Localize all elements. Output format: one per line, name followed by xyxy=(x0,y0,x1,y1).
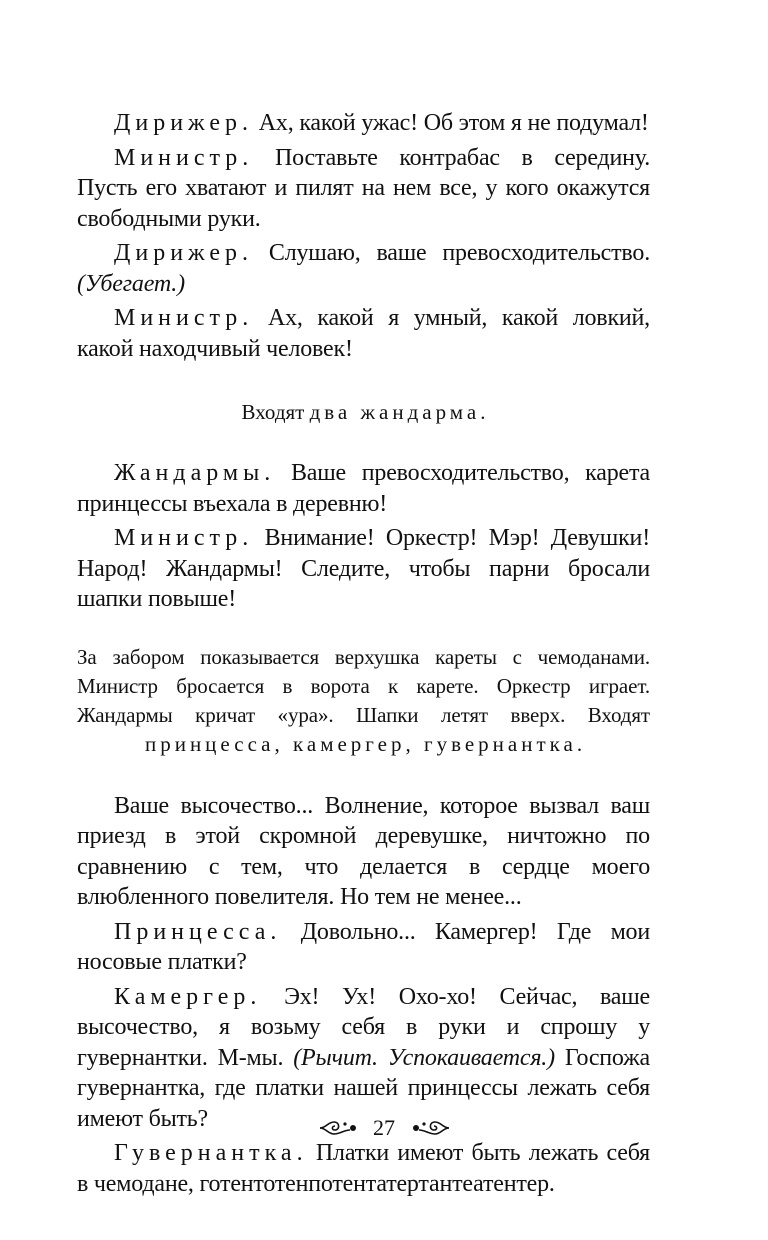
speaker-name: Жандармы. xyxy=(114,460,276,486)
replica-princess xyxy=(77,917,650,978)
replica-text: Ваше высочество... Волнение, которое вызвал ваш приезд в этой скромной деревушке, ничтожно по сравнению с тем, что делается в сердце моего влюбленного повелителя. Но тем не менее... xyxy=(77,792,650,910)
ornament-right-icon xyxy=(411,1118,451,1138)
replica-minister-1 xyxy=(77,143,650,235)
replica-text: Внимание! Оркестр! Мэр! Девушки! Народ! Жандармы! Следите, чтобы парни бросали шапки повыше! xyxy=(77,525,650,612)
stage-direction: (Убегает.) xyxy=(77,270,185,297)
speaker-name: Министр. xyxy=(114,144,254,171)
spaced-names: два жандарма xyxy=(309,400,481,424)
replica-text: Эх! Ух! Охо-хо! Сейчас, ваше высочество, я возьму себя в руки и спрошу у гувернантки. М-мы. xyxy=(77,983,650,1071)
speaker-name: Камергер. xyxy=(114,983,262,1010)
replica-text: Поставьте контрабас в середину. Пусть его хватают и пилят на нем все, у кого окажутся свободными руки. xyxy=(77,144,650,232)
replica-minister-2 xyxy=(77,303,650,364)
replica-text: Ах, какой ужас! Об этом я не подумал! xyxy=(252,110,649,136)
replica-minister-greeting xyxy=(77,791,650,913)
speaker-name: Министр. xyxy=(114,305,254,331)
replica-conductor-2 xyxy=(77,238,650,299)
replica-text: Платки имеют быть лежать себя в чемодане, готентотенпотентатертантеатентер. xyxy=(77,1140,650,1197)
speaker-name: Министр. xyxy=(114,525,254,551)
replica-governess xyxy=(77,1138,650,1199)
page-number: 27 xyxy=(373,1114,395,1140)
speaker-name: Гувернантка. xyxy=(114,1140,308,1166)
stage-direction: (Рычит. Успокаивается.) xyxy=(293,1044,555,1071)
speaker-name: Дирижер. xyxy=(114,110,253,136)
page-text xyxy=(77,108,650,1199)
replica-text: Ах, какой я умный, какой ловкий, какой находчивый человек! xyxy=(77,305,650,362)
replica-minister-3 xyxy=(77,523,650,615)
replica-text-cont: Госпожа гувернантка, где платки нашей принцессы лежать себя имеют быть? xyxy=(77,1044,650,1132)
replica-gendarmes xyxy=(77,458,650,519)
spaced-names: принцесса, камергер, гувернантка xyxy=(144,731,577,756)
ornament-left-icon xyxy=(318,1118,358,1138)
replica-text: Довольно... Камергер! Где мои носовые платки? xyxy=(77,918,650,975)
page-footer xyxy=(0,1112,768,1142)
speaker-name: Дирижер. xyxy=(114,240,253,266)
stage-direction-carriage: За забором показывается верхушка кареты с чемоданами. Министр бросается в ворота к карете. Оркестр играет. Жандармы кричат «ура». Шапки летят вверх. Входят принцесса, камергер, гувернантка. xyxy=(77,644,650,756)
replica-text: Ваше превосходительство, карета принцессы въехала в деревню! xyxy=(77,460,650,517)
replica-conductor-1 xyxy=(77,108,650,139)
stage-direction-enter-gendarmes: Входят два жандарма. xyxy=(241,400,486,424)
replica-text: Слушаю, ваше превосходительство. xyxy=(252,240,650,266)
speaker-name: Принцесса. xyxy=(114,918,282,945)
